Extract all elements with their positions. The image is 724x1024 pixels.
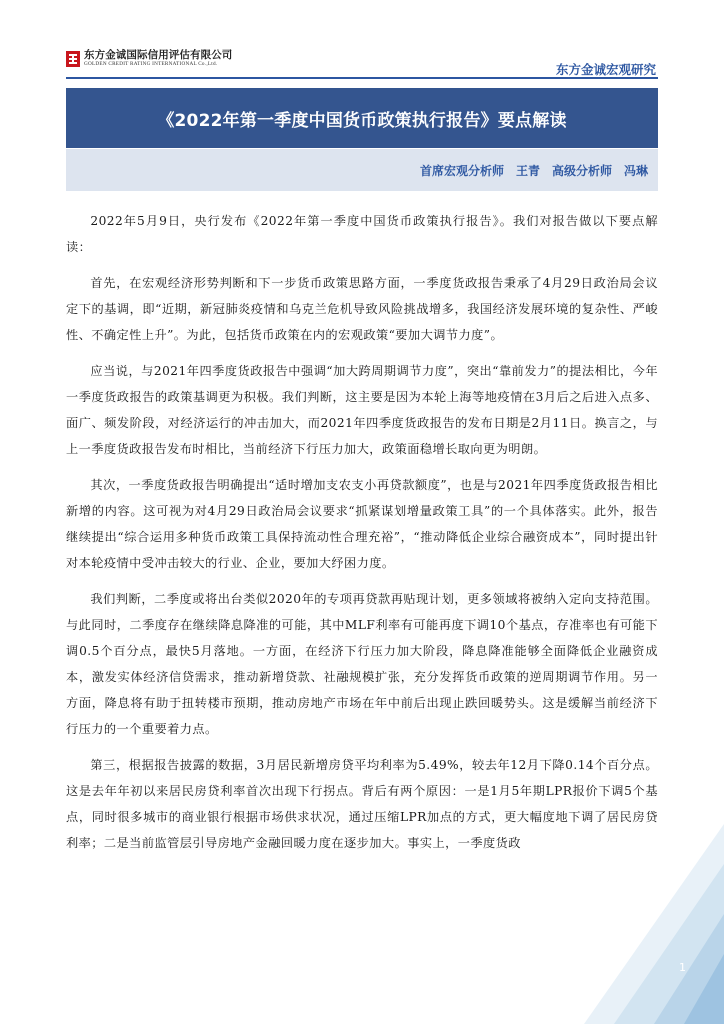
company-logo	[66, 50, 232, 67]
paragraph: 其次，一季度货政报告明确提出“适时增加支农支小再贷款额度”，也是与2021年四季度货政报告相比新增的内容。这可视为对4月29日政治局会议要求“抓紧谋划增量政策工具”的一个具体落实。此外，报告继续提出“综合运用多种货币政策工具保持流动性合理充裕”，“推动降低企业综合融资成本”，同时提出针对本轮疫情中受冲击较大的行业、企业，要加大纾困力度。	[66, 478, 658, 570]
page-number: 1	[679, 961, 686, 974]
article-body	[66, 208, 658, 866]
report-title: 《2022年第一季度中国货币政策执行报告》要点解读	[157, 110, 567, 131]
paragraph: 第三，根据报告披露的数据，3月居民新增房贷平均利率为5.49%，较去年12月下降0.14个百分点。这是去年年初以来居民房贷利率首次出现下行拐点。背后有两个原因：一是1月5年期LPR报价下调5个基点，同时很多城市的商业银行根据市场供求状况，通过压缩LPR加点的方式，更大幅度地下调了居民房贷利率；二是当前监管层引导房地产金融回暖力度在逐步加大。事实上，一季度货政	[66, 758, 658, 850]
author-line: 首席宏观分析师 王青 高级分析师 冯琳	[419, 164, 648, 178]
page-header	[0, 0, 724, 80]
paragraph: 首先，在宏观经济形势判断和下一步货币政策思路方面，一季度货政报告秉承了4月29日政治局会议定下的基调，即“近期，新冠肺炎疫情和乌克兰危机导致风险挑战增多，我国经济发展环境的复杂性、严峻性、不确定性上升”。为此，包括货币政策在内的宏观政策“要加大调节力度”。	[66, 276, 658, 342]
brand-label: 东方金诚宏观研究	[555, 62, 656, 77]
corner-decoration	[584, 824, 724, 1024]
paragraph: 2022年5月9日，央行发布《2022年第一季度中国货币政策执行报告》。我们对报告做以下要点解读：	[66, 214, 658, 254]
paragraph: 应当说，与2021年四季度货政报告中强调“加大跨周期调节力度”，突出“靠前发力”的提法相比，今年一季度货政报告的政策基调更为积极。我们判断，这主要是因为本轮上海等地疫情在3月后之后进入点多、面广、频发阶段，对经济运行的冲击加大，而2021年四季度货政报告的发布日期是2月11日。换言之，与上一季度货政报告发布时相比，当前经济下行压力加大，政策面稳增长取向更为明朗。	[66, 364, 658, 456]
author-banner	[66, 149, 658, 191]
logo-company-name-en: GOLDEN CREDIT RATING INTERNATIONAL Co.,Ltd.	[84, 61, 218, 67]
logo-mark-icon	[66, 51, 80, 67]
title-banner	[66, 88, 658, 148]
paragraph: 我们判断，二季度或将出台类似2020年的专项再贷款再贴现计划，更多领域将被纳入定向支持范围。与此同时，二季度存在继续降息降准的可能，其中MLF利率有可能再度下调10个基点，存准率也有可能下调0.5个百分点，最快5月落地。一方面，在经济下行压力加大阶段，降息降准能够全面降低企业融资成本，激发实体经济信贷需求，推动新增贷款、社融规模扩张，充分发挥货币政策的逆周期调节作用。另一方面，降息将有助于扭转楼市预期，推动房地产市场在年中前后出现止跌回暖势头。这是缓解当前经济下行压力的一个重要着力点。	[66, 592, 658, 736]
header-divider	[66, 77, 658, 79]
logo-company-name: 东方金诚国际信用评估有限公司	[84, 49, 233, 61]
